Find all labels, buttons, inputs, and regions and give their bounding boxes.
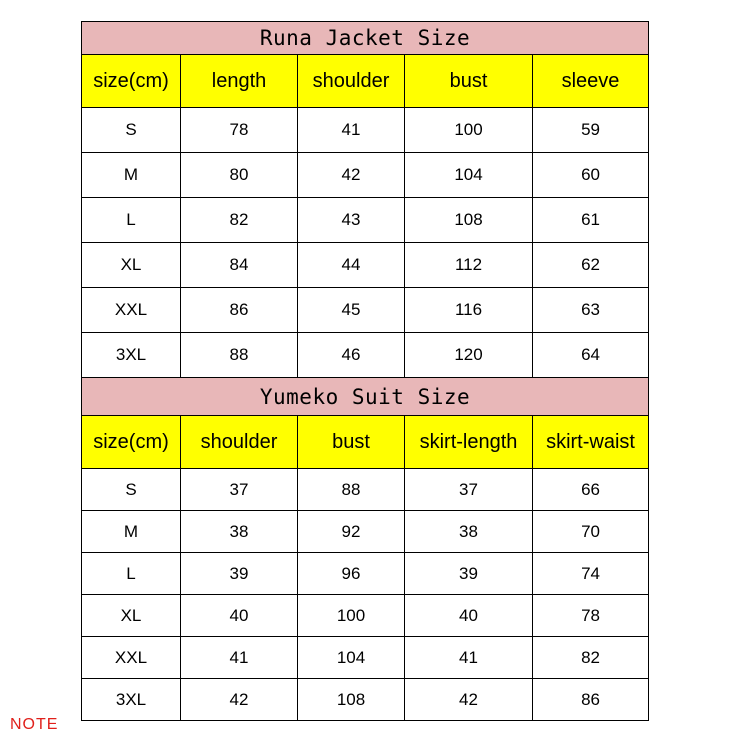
table-row (82, 679, 649, 721)
table-cell: 100 (298, 595, 405, 637)
suit-header-row (82, 416, 649, 469)
table-cell: 74 (533, 553, 649, 595)
jacket-size-table (81, 21, 649, 378)
table-cell: 43 (298, 198, 405, 243)
table-cell: XXL (82, 637, 181, 679)
table-cell: 70 (533, 511, 649, 553)
table-cell: 39 (405, 553, 533, 595)
column-header-bust: bust (405, 55, 533, 108)
table-row (82, 198, 649, 243)
table-cell: M (82, 153, 181, 198)
table-cell: 3XL (82, 333, 181, 378)
table-cell: 40 (181, 595, 298, 637)
table-row (82, 553, 649, 595)
table-cell: 3XL (82, 679, 181, 721)
table-cell: S (82, 108, 181, 153)
table-cell: 82 (181, 198, 298, 243)
table-row (82, 637, 649, 679)
table-cell: 108 (298, 679, 405, 721)
table-cell: 80 (181, 153, 298, 198)
table-cell: 61 (533, 198, 649, 243)
table-cell: 108 (405, 198, 533, 243)
table-cell: 82 (533, 637, 649, 679)
table-cell: 40 (405, 595, 533, 637)
table-cell: 116 (405, 288, 533, 333)
suit-size-table (81, 377, 649, 721)
table-row (82, 153, 649, 198)
suit-table-title: Yumeko Suit Size (82, 378, 649, 416)
table-cell: 84 (181, 243, 298, 288)
table-cell: 41 (298, 108, 405, 153)
table-cell: 59 (533, 108, 649, 153)
table-cell: 78 (181, 108, 298, 153)
table-cell: 120 (405, 333, 533, 378)
table-cell: 63 (533, 288, 649, 333)
table-cell: 41 (405, 637, 533, 679)
jacket-table-title: Runa Jacket Size (82, 22, 649, 55)
table-row (82, 469, 649, 511)
table-cell: 104 (298, 637, 405, 679)
table-cell: 42 (298, 153, 405, 198)
table-cell: 112 (405, 243, 533, 288)
table-cell: 100 (405, 108, 533, 153)
table-row (82, 108, 649, 153)
table-cell: XXL (82, 288, 181, 333)
table-cell: 88 (298, 469, 405, 511)
table-cell: XL (82, 243, 181, 288)
table-cell: L (82, 553, 181, 595)
table-cell: 42 (181, 679, 298, 721)
table-cell: 62 (533, 243, 649, 288)
table-cell: XL (82, 595, 181, 637)
table-cell: 86 (181, 288, 298, 333)
table-cell: 104 (405, 153, 533, 198)
table-cell: 86 (533, 679, 649, 721)
table-cell: 41 (181, 637, 298, 679)
table-row (82, 333, 649, 378)
table-cell: 42 (405, 679, 533, 721)
table-cell: 92 (298, 511, 405, 553)
table-cell: 38 (405, 511, 533, 553)
note-label: NOTE (10, 716, 59, 733)
column-header-skirt-length: skirt-length (405, 416, 533, 469)
column-header-length: length (181, 55, 298, 108)
table-cell: 66 (533, 469, 649, 511)
table-cell: 96 (298, 553, 405, 595)
column-header-size: size(cm) (82, 416, 181, 469)
column-header-skirt-waist: skirt-waist (533, 416, 649, 469)
table-cell: 46 (298, 333, 405, 378)
table-cell: 38 (181, 511, 298, 553)
jacket-header-row (82, 55, 649, 108)
table-row (82, 595, 649, 637)
table-row (82, 243, 649, 288)
jacket-title-row (82, 22, 649, 55)
table-cell: 88 (181, 333, 298, 378)
table-cell: S (82, 469, 181, 511)
table-cell: 37 (181, 469, 298, 511)
column-header-sleeve: sleeve (533, 55, 649, 108)
table-cell: M (82, 511, 181, 553)
suit-title-row (82, 378, 649, 416)
table-row (82, 288, 649, 333)
column-header-bust: bust (298, 416, 405, 469)
column-header-shoulder: shoulder (298, 55, 405, 108)
table-row (82, 511, 649, 553)
table-cell: 45 (298, 288, 405, 333)
table-cell: 44 (298, 243, 405, 288)
table-cell: 78 (533, 595, 649, 637)
column-header-shoulder: shoulder (181, 416, 298, 469)
table-cell: 64 (533, 333, 649, 378)
table-cell: L (82, 198, 181, 243)
table-cell: 60 (533, 153, 649, 198)
table-cell: 39 (181, 553, 298, 595)
column-header-size: size(cm) (82, 55, 181, 108)
size-chart-sheet (81, 21, 640, 721)
table-cell: 37 (405, 469, 533, 511)
